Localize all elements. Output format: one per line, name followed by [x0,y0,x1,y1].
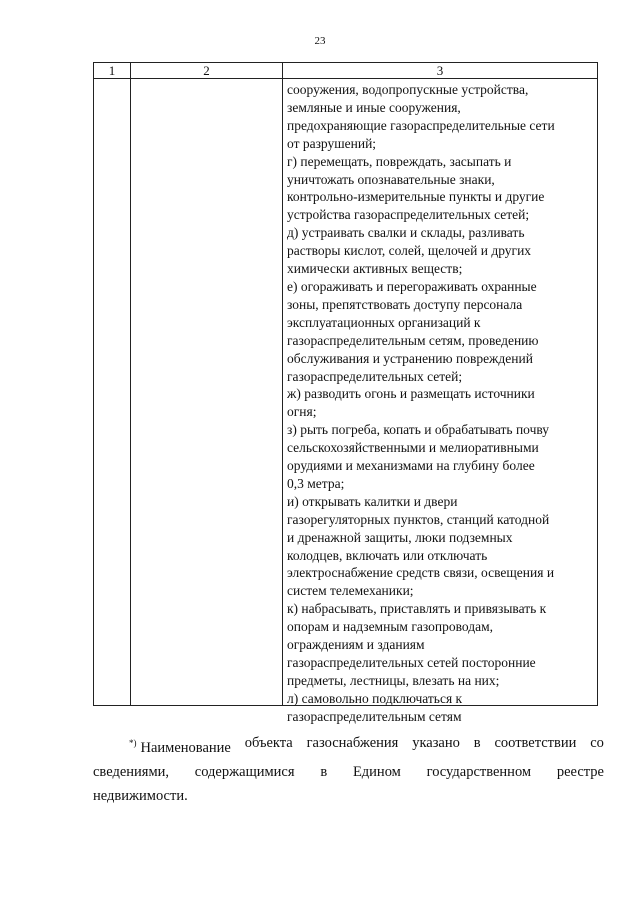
text-line: з) рыть погреба, копать и обрабатывать почву [287,422,550,438]
text-line: и дренажной защиты, люки подземных [287,529,513,545]
text-line: уничтожать опознавательные знаки, [287,171,495,187]
text-line: сельскохозяйственными и мелиоративными [287,440,539,456]
text-line: колодцев, включать или отключать [287,547,488,563]
text-line: земляные и иные сооружения, [287,99,461,115]
footnote-word-text: Наименование [140,740,231,756]
text-line: предметы, лестницы, влезать на них; [287,672,500,688]
text-line: л) самовольно подключаться к [287,690,463,706]
prohibitions-text [283,79,597,724]
footnote-word: государственном [426,764,532,780]
text-line: ж) разводить огонь и размещать источники [287,386,535,402]
footnote-word: соответствии [494,735,577,751]
footnote-word [129,731,231,760]
text-line: газораспределительным сетям [287,708,462,724]
table-cell-col3 [283,79,598,724]
text-line: от разрушений; [287,135,377,151]
footnote-word: в [473,735,481,751]
text-line: контрольно-измерительные пункты и другие [287,189,545,205]
text-line: г) перемещать, повреждать, засыпать и [287,153,512,169]
footnote-word: указано [412,735,460,751]
footnote-word: со [590,735,604,751]
footnote-marker: *) [129,738,137,748]
text-line: д) устраивать свалки и склады, разливать [287,225,525,241]
text-line: огня; [287,404,317,420]
column-header-3: 3 [283,63,598,79]
table-cell-col1 [94,79,131,706]
table-header-row [94,63,598,79]
page-number: 23 [314,35,326,47]
text-line: ограждениям и зданиям [287,637,425,653]
text-line: е) огораживать и перегораживать охранные [287,278,537,294]
text-line: газораспределительным сетям, проведению [287,332,539,348]
text-line: химически активных веществ; [287,261,463,277]
footnote-word: газоснабжения [306,735,399,751]
text-line: газораспределительных сетей посторонние [287,655,536,670]
text-line: сооружения, водопропускные устройства, [287,82,529,97]
text-line: к) набрасывать, приставлять и привязывать к [287,601,547,617]
text-line: эксплуатационных организаций к [287,314,481,330]
footnote-word: сведениями, [93,764,170,780]
footnote-word: содержащимися [194,764,295,780]
text-line: обслуживания и устранению повреждений [287,350,533,366]
footnote-word: Едином [352,764,401,780]
text-line: газорегуляторных пунктов, станций катодной [287,511,550,527]
table-cell-col2 [131,79,283,706]
text-line: систем телемеханики; [287,583,414,599]
text-line: зоны, препятствовать доступу персонала [287,296,523,312]
footnote-word: реестре [556,764,604,780]
footnote-line-1 [93,731,604,760]
text-line: растворы кислот, солей, щелочей и других [287,243,532,259]
text-line: устройства газораспределительных сетей; [287,207,530,223]
table-row [94,79,598,706]
text-line: газораспределительных сетей; [287,368,463,384]
footnote-word: объекта [244,735,293,751]
text-line: и) открывать калитки и двери [287,493,458,509]
text-line: опорам и надземным газопроводам, [287,619,493,635]
column-header-2: 2 [131,63,283,79]
document-table [93,62,598,724]
footnote-word: в [320,764,328,780]
text-line: 0,3 метра; [287,475,345,491]
footnote-line-3: недвижимости. [93,788,188,804]
text-line: предохраняющие газораспределительные сети [287,117,555,133]
text-line: орудиями и механизмами на глубину более [287,458,535,474]
column-header-1: 1 [94,63,131,79]
footnote-line-2 [93,760,604,784]
text-line: электроснабжение средств связи, освещения и [287,565,555,581]
footnote [93,731,604,808]
